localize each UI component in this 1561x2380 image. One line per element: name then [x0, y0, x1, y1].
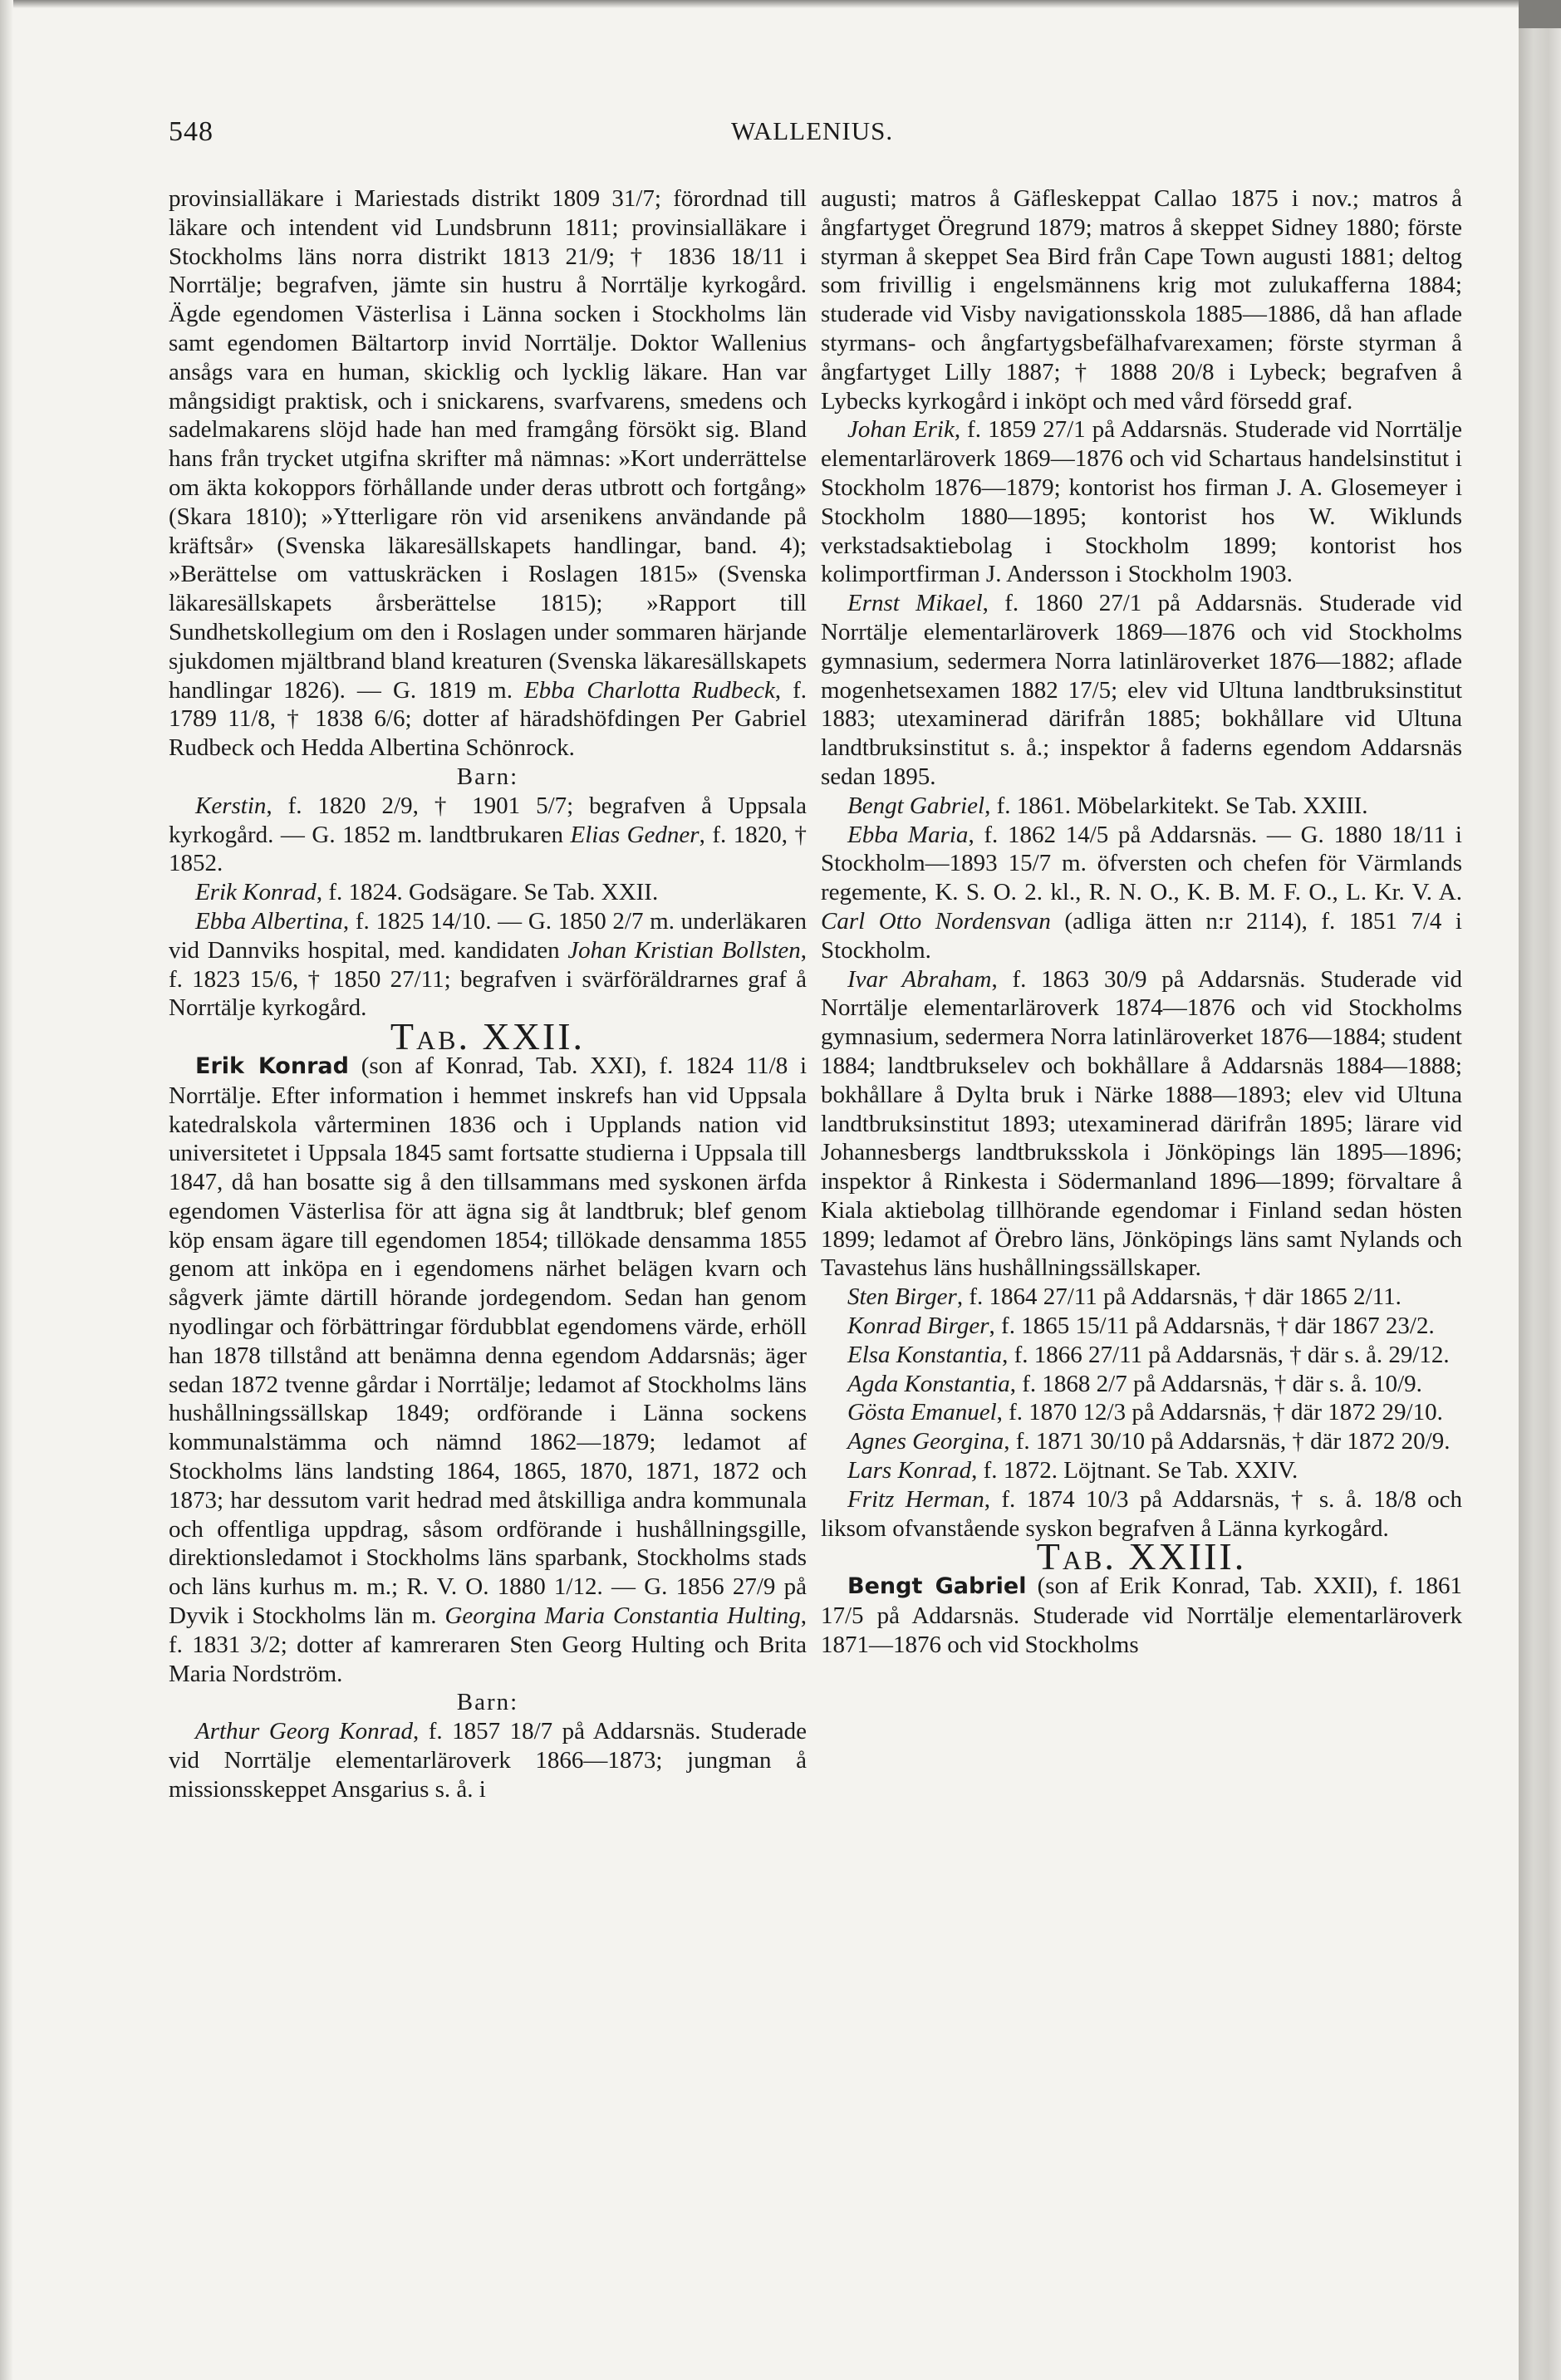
- child-name: Johan Erik: [847, 416, 955, 444]
- child-name: Ebba Maria: [847, 821, 969, 848]
- spine-shadow: [1519, 0, 1561, 28]
- bio-text: provinsialläkare i Mariestads distrikt 1809 31/7; förordnad till läkare och intendent vid Lundsbrunn 1811; provinsialläkare i Stockholms läns norra distrikt 1813 21/9; † 1836 18/11 i Norrtälje; begrafven, jämte sin hustru å Norrtälje kyrkogård. Ägde egendomen Västerlisa i Länna socken i Stockholms län samt egendomen Bältartorp invid Norrtälje. Doktor Wallenius ansågs vara en human, skicklig och lycklig läkare. Han var mångsidigt praktisk, och i snickarens, svarfvarens, smedens och sadelmakarens slöjd hade han med framgång försökt sig. Bland hans från trycket utgifna skrifter må nämnas: »Kort underrättelse om äkta kokoppors förhållande under deras utbrott och fortgång» (Skara 1810); »Ytterligare rön vid arsenikens användande på kräftsår» (Svenska läkaresällskapets handlingar, band. 4); »Berättelse om vattuskräcken i Roslagen 1815» (Svenska läkaresällskapets årsberättelse 1815); »Rapport till Sundhetskollegium om den i Roslagen under sommaren härjande sjukdomen mjältbrand bland kreaturen (Svenska läkaresällskapets handlingar 1826). — G. 1819 m.: [169, 185, 807, 704]
- entry-text: , f. 1863 30/9 på Addarsnäs. Studerade vid Norrtälje elementarläroverk 1874—1876 och vid Stockholms gymnasium, sedermera Norra latinläroverket 1876—1884; student 1884; landtbrukselev och bokhållare å Addarsnäs 1884—1888; bokhållare å Dylta bruk i Närke 1888—1893; elev vid Ultuna landtbruksinstitut 1893; utexaminerad därifrån 1895; lärare vid Johannesbergs landtbruksskola i Jönköpings län 1895—1896; inspektor å Rinkesta i Södermanland 1896—1899; förvaltare å Kiala aktiebolag tillhörande egendomar i Finland sedan hösten 1899; ledamot af Örebro läns, Jönköpings läns samt Nylands och Tavastehus läns hushållningssällskaper.: [821, 965, 1462, 1282]
- entry-text: (son af Erik Konrad, Tab. XXII), f. 1861 17/5 på Addarsnäs. Studerade vid Norrtälje elementarläroverk 1871—1876 och vid Stockholms: [821, 1573, 1462, 1658]
- page-top-edge: [0, 0, 1519, 8]
- entry-text: (adliga ätten n:r 2114), f. 1851 7/4 i Stockholm.: [821, 907, 1462, 964]
- paragraph-bengt-gabriel: [821, 1572, 1462, 1659]
- page-left-edge: [0, 0, 13, 2380]
- entry-text: , f. 1862 14/5 på Addarsnäs. — G. 1880 18/11 i Stockholm—1893 15/7 m. öfversten och chefen för Värmlands regemente, K. S. O. 2. kl., R. N. O., K. B. M. F. O., L. Kr. V. A.: [821, 821, 1462, 906]
- page-number: 548: [169, 116, 214, 147]
- child-entry-agnes: [821, 1427, 1462, 1456]
- spouse-name: Carl Otto Nordensvan: [821, 907, 1051, 935]
- child-entry-kerstin: [169, 792, 807, 878]
- child-entry-bengt: [821, 792, 1462, 821]
- entry-text: , f. 1820, † 1852.: [169, 821, 807, 877]
- entry-text: , f. 1820 2/9, † 1901 5/7; begrafven å Uppsala kyrkogård. — G. 1852 m. landtbrukaren: [169, 792, 807, 848]
- child-name: Bengt Gabriel: [847, 792, 985, 819]
- paragraph-arthur-continued: augusti; matros å Gäfleskeppat Callao 1875 i nov.; matros å ångfartyget Öregrund 1879; matros å skeppet Sidney 1880; förste styrman å skeppet Sea Bird från Cape Town augusti 1881; deltog som frivillig i engelsmännens krig mot zulukafferna 1884; studerade vid Visby navigationsskola 1885—1886, då han aflade styrmans- och ångfartygsbefälhafvarexamen; förste styrman å ångfartyget Lilly 1887; † 1888 20/8 i Lybeck; begrafven å Lybecks kyrkogård i inköpt och med vård försedd graf.: [821, 185, 1462, 415]
- child-name: Fritz Herman: [847, 1485, 984, 1513]
- entry-text: , f. 1825 14/10. — G. 1850 2/7 m. underläkaren vid Dannviks hospital, med. kandidaten: [169, 907, 807, 964]
- bio-text-end: , f. 1789 11/8, † 1838 6/6; dotter af häradshöfdingen Per Gabriel Rudbeck och Hedda Albertina Schönrock.: [169, 676, 807, 762]
- child-entry-ebba: [169, 907, 807, 1023]
- child-name: Konrad Birger: [847, 1313, 989, 1340]
- book-spine: [1519, 0, 1561, 2380]
- entry-text: , f. 1864 27/11 på Addarsnäs, † där 1865 2/11.: [956, 1283, 1401, 1311]
- section-heading-tab-xxii: Tab. XXII.: [390, 1015, 586, 1058]
- child-entry-gosta: [821, 1398, 1462, 1427]
- spouse-name: Johan Kristian Bollsten: [567, 936, 801, 964]
- entry-text: , f. 1874 10/3 på Addarsnäs, † s. å. 18/8 och liksom ofvanstående syskon begrafven å Länna kyrkogård.: [821, 1485, 1462, 1542]
- child-entry-ivar: [821, 965, 1462, 1283]
- spouse-name: Ebba Charlotta Rudbeck: [523, 676, 775, 704]
- entry-text: , f. 1831 3/2; dotter af kamreraren Sten Georg Hulting och Brita Maria Nordström.: [169, 1602, 807, 1687]
- right-column: [821, 184, 1462, 1660]
- entry-text: , f. 1857 18/7 på Addarsnäs. Studerade vid Norrtälje elementarläroverk 1866—1873; jungman å missionsskeppet Ansgarius s. å. i: [169, 1718, 807, 1803]
- child-entry-arthur: [169, 1717, 807, 1803]
- running-title: WALLENIUS.: [731, 116, 894, 145]
- person-name: Erik Konrad: [195, 1053, 349, 1079]
- child-name: Ernst Mikael: [847, 590, 983, 617]
- entry-text: , f. 1868 2/7 på Addarsnäs, † där s. å. 10/9.: [1009, 1370, 1422, 1397]
- child-name: Sten Birger: [847, 1283, 957, 1311]
- child-name: Gösta Emanuel: [847, 1399, 997, 1426]
- child-name: Elsa Konstantia: [847, 1341, 1003, 1368]
- child-name: Kerstin: [195, 792, 267, 819]
- entry-text: , f. 1870 12/3 på Addarsnäs, † där 1872 29/10.: [996, 1399, 1443, 1426]
- entry-text: , f. 1859 27/1 på Addarsnäs. Studerade vid Norrtälje elementarläroverk 1869—1876 och vid Schartaus handelsinstitut i Stockholm 1876—1879; kontorist hos firman J. A. Glosemeyer i Stockholm 1880—1895; kontorist hos W. Wiklunds verkstadsaktiebolag i Stockholm 1899; kontorist hos kolimportfirman J. Andersson i Stockholm 1903.: [821, 416, 1462, 588]
- child-entry-johan: [821, 415, 1462, 589]
- paragraph-wallenius-bio: [169, 184, 807, 763]
- child-entry-lars: [821, 1456, 1462, 1485]
- child-name: Arthur Georg Konrad: [195, 1718, 413, 1745]
- child-name: Lars Konrad: [847, 1457, 972, 1484]
- child-name: Ivar Abraham: [847, 965, 992, 993]
- child-entry-agda: [821, 1370, 1462, 1399]
- children-label: Barn:: [456, 1689, 519, 1716]
- child-entry-ernst: [821, 589, 1462, 792]
- paragraph-erik-konrad: [169, 1052, 807, 1689]
- entry-text: , f. 1860 27/1 på Addarsnäs. Studerade vid Norrtälje elementarläroverk 1869—1876 och vid Stockholms gymnasium, sedermera Norra latinläroverket 1876—1882; aflade mogenhetsexamen 1882 17/5; elev vid Ultuna landtbruksinstitut 1883; utexaminerad därifrån 1885; bokhållare vid Ultuna landtbruksinstitut s. å.; inspektor å faderns egendom Addarsnäs sedan 1895.: [821, 590, 1462, 790]
- entry-text: , f. 1866 27/11 på Addarsnäs, † där s. å. 29/12.: [1002, 1341, 1450, 1368]
- entry-text: (son af Konrad, Tab. XXI), f. 1824 11/8 i Norrtälje. Efter information i hemmet inskrefs han vid Uppsala katedralskola vårterminen 1836 och i Upplands nation vid universitetet i Uppsala 1845 samt fortsatte studierna i Uppsala till 1847, då han bosatte sig å den tillsammans med syskonen ärfda egendomen Västerlisa för att ägna sig åt landtbruk; blef genom köp ensam ägare till egendomen 1854; tillökade densamma 1855 genom att inköpa en i egendomens närhet belägen kvarn och sågverk jämte därtill hörande jordegendom. Sedan han genom nyodlingar och förbättringar fördubblat egendomens värde, erhöll han 1878 tillstånd att benämna denna egendom Addarsnäs; äger sedan 1872 tvenne gårdar i Norrtälje; ledamot af Stockholms läns hushållningssällskap 1849; ordförande i Länna sockens kommunalstämma och nämnd 1862—1879; ledamot af Stockholms läns landsting 1864, 1865, 1870, 1871, 1872 och 1873; har dessutom varit hedrad med åtskilliga andra kommunala och offentliga uppdrag, såsom ordförande i hushållningsgille, direktionsledamot i Stockholms läns sparbank, Stockholms stads och läns kurhus m. m.; R. V. O. 1880 1/12. — G. 1856 27/9 på Dyvik i Stockholms län m.: [169, 1052, 807, 1630]
- child-entry-ebba-maria: [821, 821, 1462, 965]
- child-name: Ebba Albertina: [195, 907, 343, 935]
- child-name: Agnes Georgina: [847, 1428, 1004, 1455]
- spouse-name: Georgina Maria Constantia Hulting: [444, 1602, 801, 1630]
- child-entry-erik: [169, 878, 807, 907]
- child-name: Erik Konrad: [195, 879, 317, 906]
- children-label: Barn:: [456, 763, 519, 790]
- spouse-name: Elias Gedner: [570, 821, 700, 848]
- entry-text: , f. 1824. Godsägare. Se Tab. XXII.: [316, 879, 659, 906]
- child-entry-fritz: [821, 1485, 1462, 1543]
- child-name: Agda Konstantia: [847, 1370, 1010, 1397]
- entry-text: , f. 1865 15/11 på Addarsnäs, † där 1867 23/2.: [989, 1313, 1435, 1340]
- person-name: Bengt Gabriel: [847, 1573, 1027, 1600]
- entry-text: , f. 1823 15/6, † 1850 27/11; begrafven i svärföräldrarnes graf å Norrtälje kyrkogård.: [169, 936, 807, 1022]
- entry-text: , f. 1872. Löjtnant. Se Tab. XXIV.: [971, 1457, 1298, 1484]
- left-column: [169, 184, 807, 1804]
- section-heading-tab-xxiii: Tab. XXIII.: [1036, 1535, 1247, 1578]
- entry-text: , f. 1861. Möbelarkitekt. Se Tab. XXIII.: [984, 792, 1368, 819]
- entry-text: , f. 1871 30/10 på Addarsnäs, † där 1872 20/9.: [1004, 1428, 1451, 1455]
- child-entry-konrad: [821, 1312, 1462, 1341]
- child-entry-elsa: [821, 1341, 1462, 1370]
- child-entry-sten: [821, 1283, 1462, 1312]
